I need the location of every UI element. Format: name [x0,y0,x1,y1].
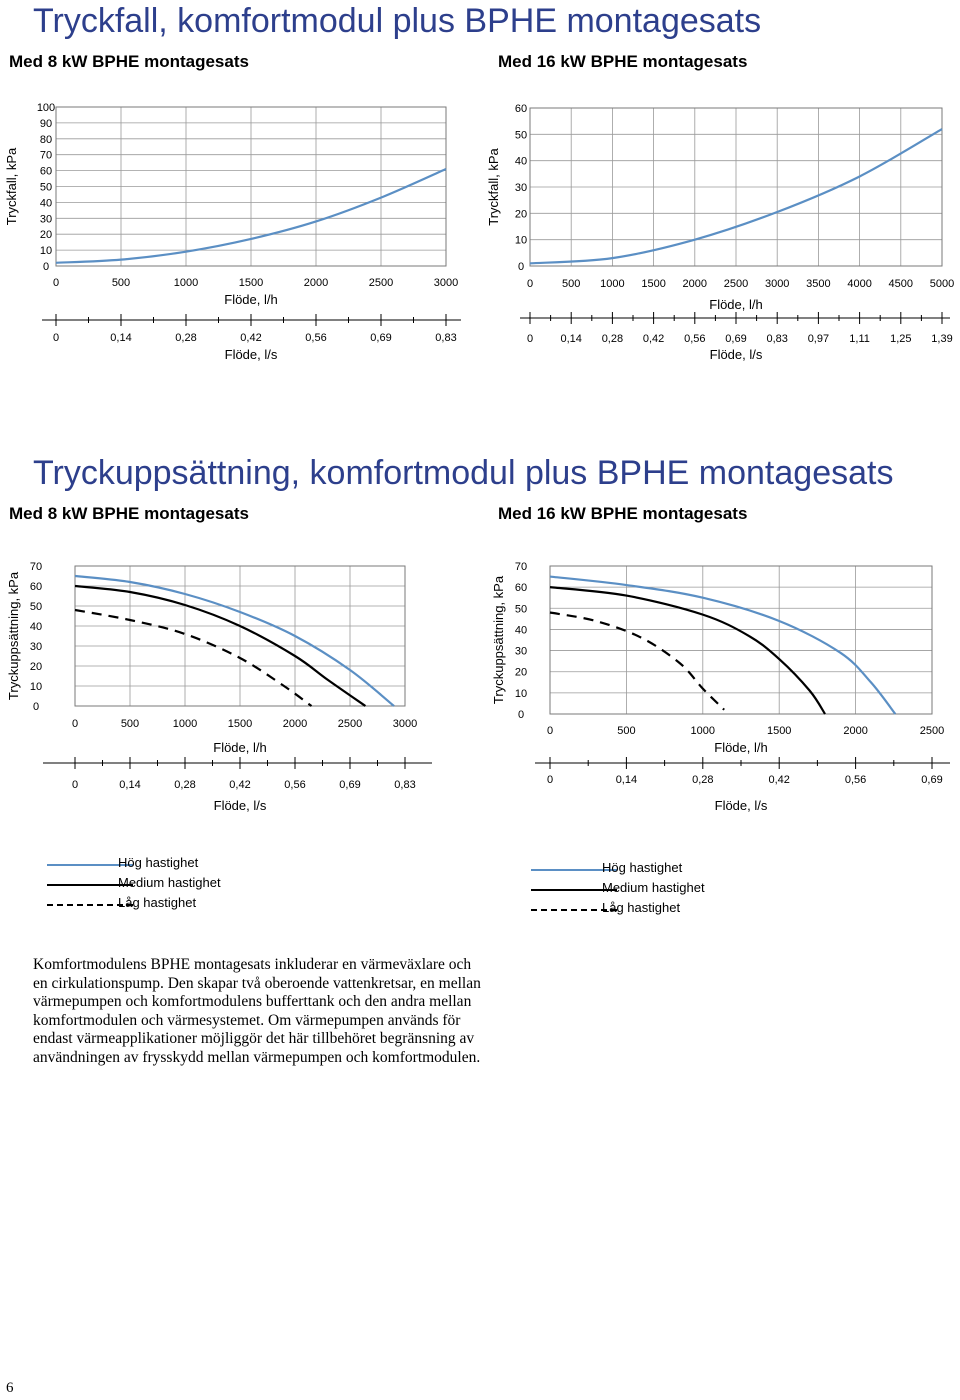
legend-right [531,860,831,920]
x-tick-label: 5000 [929,278,955,290]
description-paragraph: Komfortmodulens BPHE montagesats inkluderar en värmeväxlare och en cirkulationspump. Den skapar två oberoende vattenkretsar, en mellan värmepumpen och komfortmodulens bufferttank och den andra mellan komfortmodulen och värmesystemet. Om värmepumpen används för endast värmeapplikationer möjliggör det här tillbehöret begränsning av användningen av frysskydd mellan värmepumpen och komfortmodulen. [33,956,481,1066]
secondary-tick-label: 0,28 [601,333,624,345]
y-tick-label: 30 [514,645,528,658]
x-tick-label: 3000 [433,277,459,289]
secondary-tick-label: 0,69 [370,332,392,344]
x-tick-label: 1500 [766,725,792,737]
legend-label-low: Låg hastighet [602,900,681,915]
secondary-tick-label: 0,14 [560,333,582,345]
secondary-tick-label: 0,42 [768,774,790,786]
y-tick-label: 20 [514,666,528,679]
series-h-g-hastighet [550,577,895,714]
y-tick-label: 0 [42,261,50,273]
y-tick-label: 10 [514,687,528,700]
x-tick-label: 1000 [173,277,199,289]
x-tick-label: 0 [52,277,60,289]
y-tick-label: 60 [514,582,528,595]
y-axis-label: Tryckuppsättning, kPa [6,571,21,701]
chart4-subtitle: Med 16 kW BPHE montagesats [498,504,748,523]
secondary-axis-label: Flöde, l/s [709,347,763,362]
section2-title: Tryckuppsättning, komfortmodul plus BPHE montagesats [33,454,894,492]
x-tick-label: 0 [526,278,534,290]
x-tick-label: 1500 [227,718,253,730]
y-tick-label: 0 [517,261,525,273]
secondary-tick-label: 0,56 [684,333,706,345]
x-tick-label: 1000 [600,278,625,290]
secondary-tick-label: 0,69 [725,333,747,345]
page-number: 6 [6,1380,14,1396]
secondary-axis-label: Flöde, l/s [213,798,267,813]
chart2-subtitle: Med 16 kW BPHE montagesats [498,52,748,71]
chart1-subtitle: Med 8 kW BPHE montagesats [9,52,249,71]
chart-3 [6,561,432,813]
legend-item-high [531,860,831,880]
secondary-tick-label: 0,42 [229,779,251,791]
y-tick-label: 0 [517,709,525,721]
secondary-tick-label: 0 [52,332,60,344]
x-tick-label: 2000 [303,277,329,289]
x-tick-label: 500 [111,277,131,289]
legend-item-medium [47,875,347,895]
secondary-tick-label: 0 [71,779,79,791]
secondary-tick-label: 0,83 [766,333,788,345]
x-tick-label: 3000 [764,278,790,290]
secondary-tick-label: 0,28 [692,774,714,786]
legend-label-medium: Medium hastighet [602,880,705,895]
y-tick-label: 20 [29,661,43,673]
legend-item-medium [531,880,831,900]
secondary-tick-label: 0 [526,333,534,345]
secondary-tick-label: 0,83 [394,779,416,791]
series-l-g-hastighet [550,613,724,710]
series-h-g-hastighet [75,576,394,706]
legend-label-high: Hög hastighet [118,855,199,870]
secondary-tick-label: 0,28 [174,779,196,791]
secondary-tick-label: 1,25 [890,333,912,345]
y-tick-label: 80 [39,133,53,146]
legend-item-low [47,895,347,915]
secondary-tick-label: 0,14 [119,779,141,791]
secondary-tick-label: 0,69 [921,774,943,786]
chart-1 [4,102,461,362]
x-tick-label: 4000 [847,278,872,290]
x-tick-label: 2500 [337,718,363,730]
series-l-g-hastighet [75,610,312,706]
legend-label-high: Hög hastighet [602,860,683,875]
chart-4 [491,561,950,813]
y-tick-label: 0 [32,701,40,713]
y-tick-label: 40 [514,624,528,637]
x-tick-label: 1000 [690,725,716,737]
y-axis-label: Tryckuppsättning, kPa [491,575,506,705]
secondary-tick-label: 0,97 [807,333,830,345]
y-tick-label: 40 [29,621,43,633]
y-tick-label: 40 [514,155,528,168]
x-tick-label: 2500 [723,278,749,290]
y-tick-label: 40 [39,197,53,210]
y-axis-label: Tryckfall, kPa [4,147,19,226]
x-axis-label: Flöde, l/h [714,740,768,755]
legend-left [47,855,347,915]
x-axis-label: Flöde, l/h [224,292,278,307]
x-tick-label: 2500 [368,277,394,289]
y-axis-label: Tryckfall, kPa [486,148,501,226]
x-tick-label: 2500 [919,725,945,737]
x-tick-label: 500 [562,278,581,290]
secondary-tick-label: 0,56 [284,779,306,791]
secondary-tick-label: 0,42 [642,333,665,345]
y-tick-label: 30 [514,182,528,194]
y-tick-label: 20 [514,208,528,221]
legend-label-low: Låg hastighet [118,895,197,910]
x-tick-label: 0 [71,718,79,730]
x-tick-label: 2000 [682,278,708,290]
y-tick-label: 50 [39,181,53,194]
y-tick-label: 10 [39,245,53,258]
y-tick-label: 20 [39,229,53,242]
secondary-tick-label: 0 [546,774,554,786]
y-tick-label: 10 [29,681,43,693]
secondary-tick-label: 1,11 [849,333,870,345]
x-axis-label: Flöde, l/h [213,740,267,755]
section1-title: Tryckfall, komfortmodul plus BPHE montagesats [33,2,762,40]
y-tick-label: 60 [29,581,43,593]
x-tick-label: 4500 [888,278,914,290]
y-tick-label: 60 [39,165,53,178]
y-tick-label: 70 [514,561,528,573]
x-tick-label: 1500 [238,277,264,289]
x-tick-label: 2000 [282,718,308,730]
x-axis-label: Flöde, l/h [709,297,763,312]
y-tick-label: 10 [514,234,528,247]
secondary-tick-label: 0,56 [844,774,867,786]
y-tick-label: 30 [29,641,43,653]
secondary-tick-label: 0,14 [615,774,638,786]
x-tick-label: 2000 [843,725,868,737]
chart-2 [486,103,954,362]
x-tick-label: 0 [546,725,554,737]
secondary-tick-label: 0,56 [305,332,327,344]
x-tick-label: 1000 [172,718,198,730]
plot-frame [550,566,932,714]
y-tick-label: 100 [36,102,56,114]
secondary-tick-label: 0,83 [435,332,457,344]
secondary-tick-label: 0,69 [339,779,361,791]
y-tick-label: 50 [514,129,528,142]
secondary-tick-label: 0,14 [110,332,132,344]
x-tick-label: 3500 [806,278,831,290]
y-tick-label: 30 [39,213,53,226]
legend-item-low [531,900,831,920]
secondary-tick-label: 0,28 [175,332,197,344]
legend-item-high [47,855,347,875]
x-tick-label: 1500 [641,278,666,290]
secondary-axis-label: Flöde, l/s [224,347,278,362]
x-tick-label: 3000 [392,718,418,730]
secondary-axis-label: Flöde, l/s [714,798,768,813]
y-tick-label: 50 [514,603,528,616]
secondary-tick-label: 1,39 [931,333,953,345]
y-tick-label: 70 [29,561,43,573]
chart3-subtitle: Med 8 kW BPHE montagesats [9,504,249,523]
y-tick-label: 50 [29,601,43,613]
y-tick-label: 70 [39,149,53,162]
x-tick-label: 500 [617,725,636,737]
secondary-tick-label: 0,42 [240,332,262,344]
x-tick-label: 500 [120,718,140,730]
y-tick-label: 60 [514,103,528,115]
legend-label-medium: Medium hastighet [118,875,221,890]
y-tick-label: 90 [39,117,53,130]
